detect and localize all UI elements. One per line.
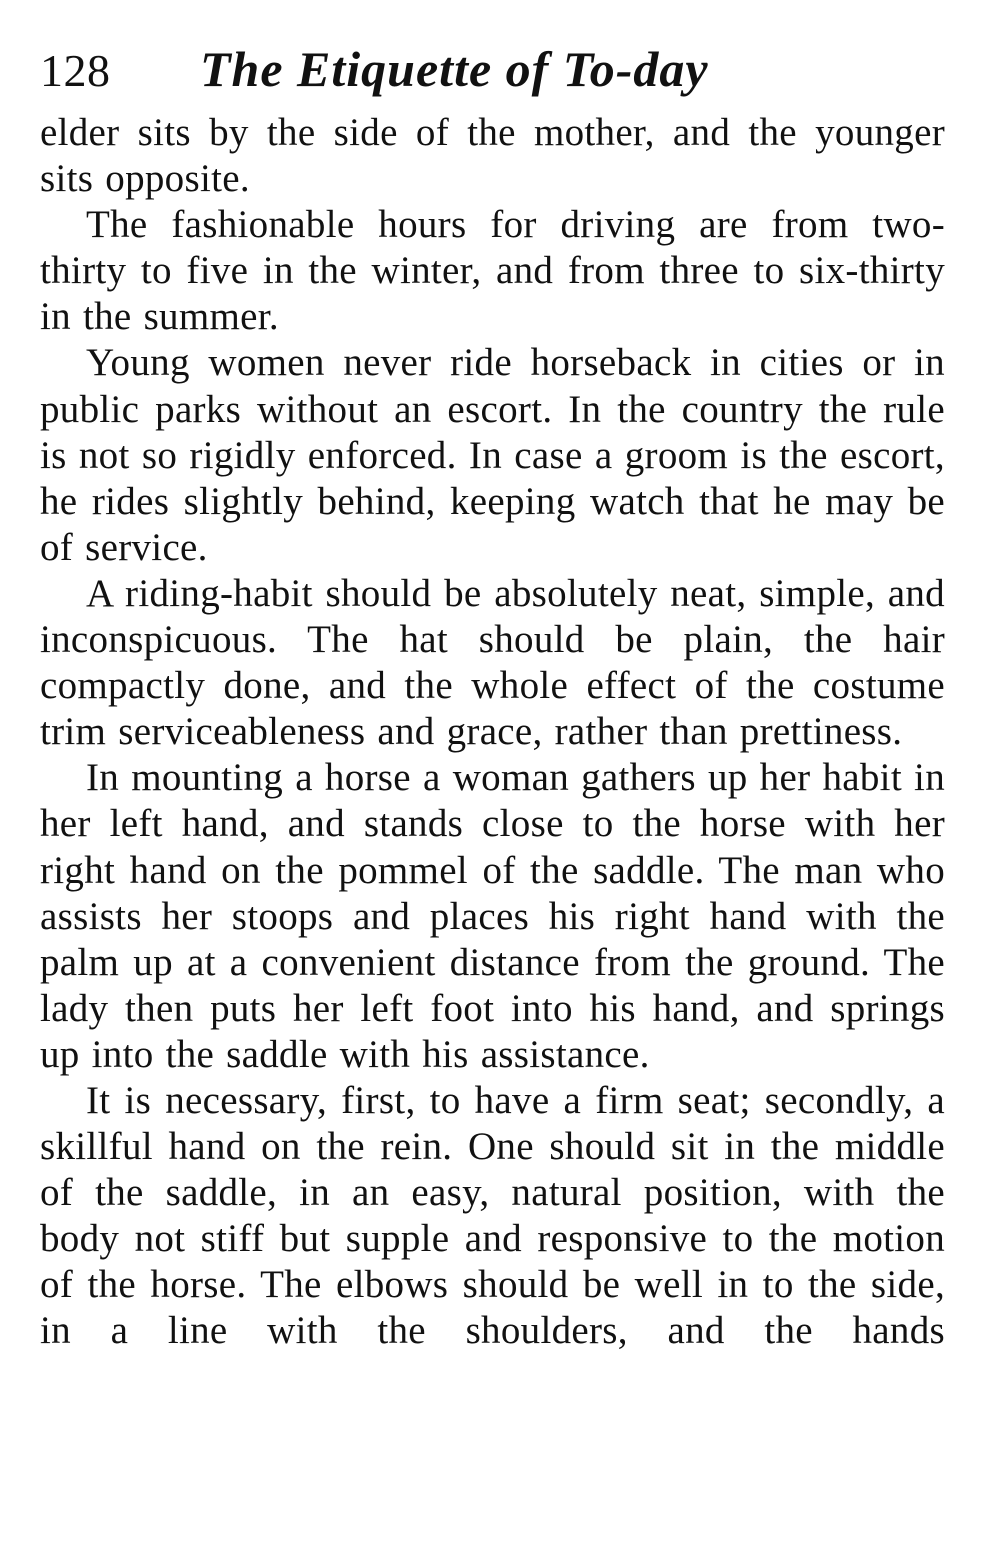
paragraph-mounting: In mounting a horse a woman gathers up her habit in her left hand, and stands close to the horse with her right hand on the pommel of the saddle. The man who assists her stoops and places his right hand with the palm up at a convenient distance from the ground. The lady then puts her left foot into his hand, and springs up into the saddle with his assistance. xyxy=(40,756,945,1076)
page-number: 128 xyxy=(40,45,111,96)
body-text xyxy=(40,110,945,1355)
paragraph-driving-hours: The fashionable hours for driving are from two-thirty to five in the winter, and from three to six-thirty in the summer. xyxy=(40,203,945,339)
paragraph-continued: elder sits by the side of the mother, and the younger sits opposite. xyxy=(40,111,945,201)
paragraph-escort: Young women never ride horseback in cities or in public parks without an escort. In the country the rule is not so rigidly enforced. In case a groom is the escort, he rides slightly behind, keeping watch that he may be of service. xyxy=(40,341,945,569)
page-header xyxy=(40,40,945,102)
book-page xyxy=(40,40,945,1355)
running-head: The Etiquette of To-day xyxy=(200,41,709,97)
paragraph-riding-habit: A riding-habit should be absolutely neat, simple, and inconspicuous. The hat should be plain, the hair compactly done, and the whole effect of the costume trim serviceableness and grace, rather than prettiness. xyxy=(40,571,945,754)
paragraph-seat: It is necessary, first, to have a firm seat; secondly, a skillful hand on the rein. One should sit in the middle of the saddle, in an easy, natural position, with the body not stiff but supple and responsive to the motion of the horse. The elbows should be well in to the side, in a line with the shoulders, and the hands xyxy=(40,1078,945,1353)
